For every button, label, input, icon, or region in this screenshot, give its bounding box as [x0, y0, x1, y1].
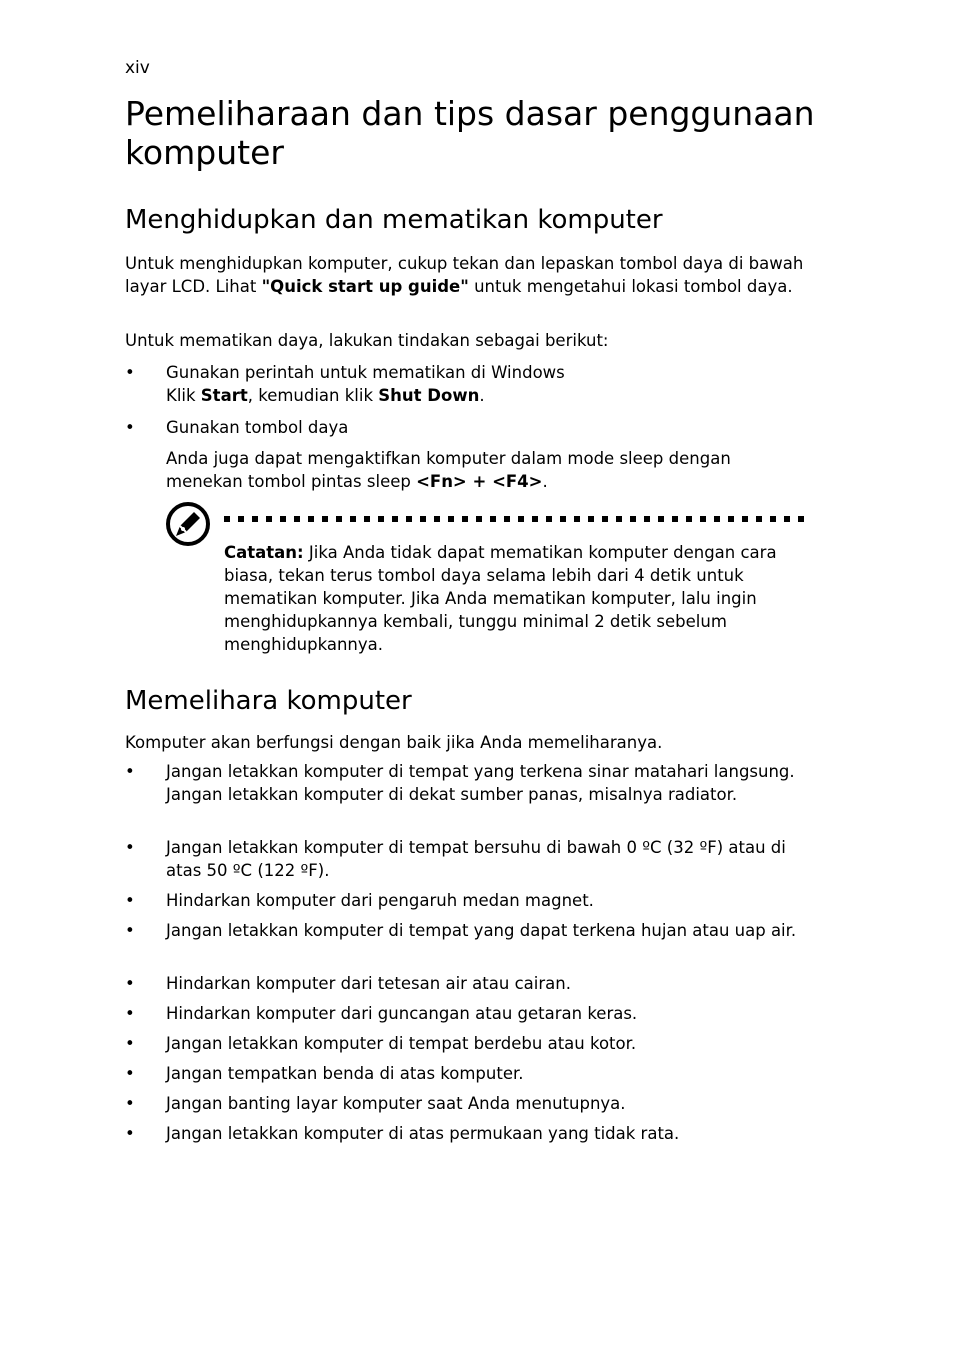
text-segment: Untuk menghidupkan komputer, cukup tekan dan lepaskan tombol daya di bawah layar LCD. Lihat [125, 254, 804, 296]
list-item-text: Hindarkan komputer dari tetesan air atau cairan. [166, 974, 571, 993]
paragraph-maintenance-intro: Komputer akan berfungsi dengan baik jika Anda memeliharanya. [125, 733, 663, 752]
bullet-icon: • [125, 838, 135, 857]
page-number: xiv [125, 58, 150, 78]
note-divider [224, 516, 810, 522]
bullet-icon: • [125, 363, 135, 382]
bullet-icon: • [125, 891, 135, 910]
bullet-icon: • [125, 762, 135, 781]
note-pen-icon [164, 500, 212, 548]
list-item-text: Hindarkan komputer dari pengaruh medan magnet. [166, 891, 594, 910]
bullet-icon: • [125, 1124, 135, 1143]
shutdown-label: Shut Down [378, 386, 480, 405]
paragraph-power-on [125, 252, 815, 298]
text-segment: . [542, 472, 548, 491]
list-item-text [166, 447, 806, 493]
list-item-text: Jangan letakkan komputer di tempat berdebu atau kotor. [166, 1034, 637, 1053]
bullet-icon: • [125, 1094, 135, 1113]
text-line: Gunakan perintah untuk mematikan di Windows [166, 363, 565, 382]
bullet-icon: • [125, 974, 135, 993]
section-heading-power: Menghidupkan dan mematikan komputer [125, 205, 663, 235]
page-title: Pemeliharaan dan tips dasar penggunaan komputer [125, 94, 815, 172]
text-segment: Jika Anda tidak dapat mematikan komputer dengan cara biasa, tekan terus tombol daya selama lebih dari 4 detik untuk mematikan komputer. Jika Anda mematikan komputer, lalu ingin menghidupkannya kembali, tunggu minimal 2 detik sebelum menghidupkannya. [224, 543, 777, 654]
section-heading-maintenance: Memelihara komputer [125, 686, 412, 716]
list-item-text: Hindarkan komputer dari guncangan atau getaran keras. [166, 1004, 638, 1023]
bullet-icon: • [125, 1034, 135, 1053]
list-item-text [166, 361, 806, 407]
list-item-text: Gunakan tombol daya [166, 418, 349, 437]
text-segment: . [479, 386, 485, 405]
start-label: Start [200, 386, 248, 405]
paragraph-power-off-intro: Untuk mematikan daya, lakukan tindakan sebagai berikut: [125, 331, 609, 350]
list-item-text: Jangan letakkan komputer di tempat bersuhu di bawah 0 ºC (32 ºF) atau di atas 50 ºC (122 ºF). [166, 838, 786, 880]
list-item-text: Jangan letakkan komputer di tempat yang dapat terkena hujan atau uap air. [166, 921, 797, 940]
text-line [166, 384, 806, 407]
list-item-text: Jangan banting layar komputer saat Anda menutupnya. [166, 1094, 626, 1113]
text-segment: Anda juga dapat mengaktifkan komputer dalam mode sleep dengan menekan tombol pintas sleep [166, 449, 731, 491]
hotkey-label: <Fn> + <F4> [416, 472, 543, 491]
list-item-text: Jangan letakkan komputer di tempat yang terkena sinar matahari langsung. Jangan letakkan komputer di dekat sumber panas, misalnya radiator. [166, 762, 795, 804]
text-segment: Klik [166, 386, 201, 405]
list-item-text: Jangan tempatkan benda di atas komputer. [166, 1064, 524, 1083]
note-text [224, 541, 814, 656]
bullet-icon: • [125, 921, 135, 940]
bullet-icon: • [125, 1004, 135, 1023]
note-label: Catatan: [224, 543, 304, 562]
text-segment: untuk mengetahui lokasi tombol daya. [468, 277, 793, 296]
bullet-icon: • [125, 418, 135, 437]
list-item-text: Jangan letakkan komputer di atas permukaan yang tidak rata. [166, 1124, 680, 1143]
bullet-icon: • [125, 1064, 135, 1083]
guide-reference: "Quick start up guide" [261, 277, 469, 296]
text-segment: , kemudian klik [247, 386, 379, 405]
